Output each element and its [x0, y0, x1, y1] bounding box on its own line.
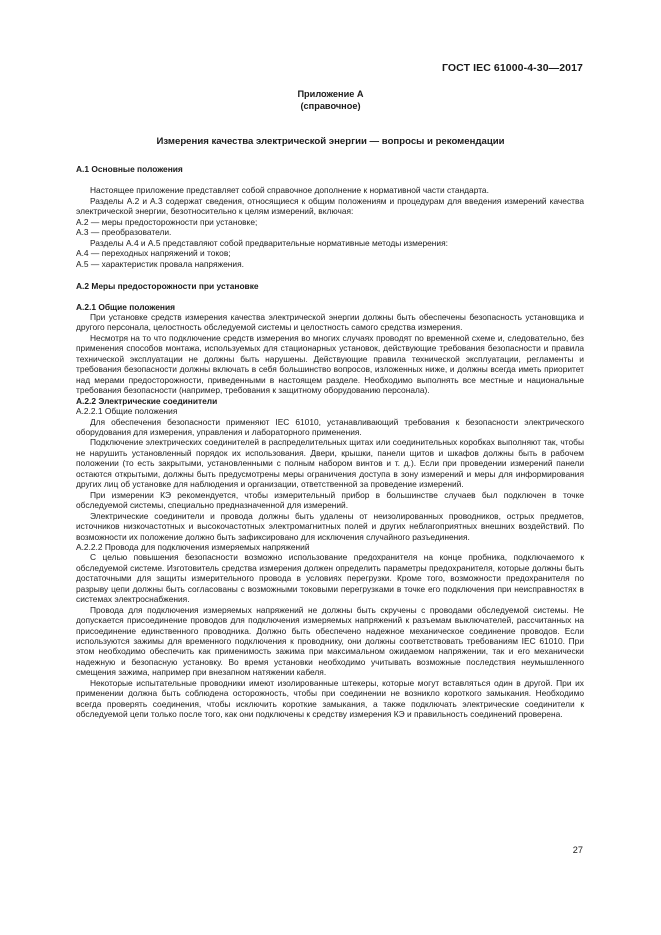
paragraph: Настоящее приложение представляет собой справочное дополнение к нормативной части стандарта.: [90, 185, 489, 196]
paragraph: Для обеспечения безопасности применяют IEC 61010, устанавливающий требования к безопасности электрического оборудования для измерения, управления и лабораторного применения.: [76, 416, 584, 437]
subsection-a21-heading: А.2.1 Общие положения: [76, 301, 175, 312]
paragraph: Электрические соединители и провода должны быть удалены от неизолированных проводников, острых предметов, источников низкочастотных и высокочастотных электромагнитных полей и других неблагоприятных внешних воздействий. По возможности их положение должно быть зафиксировано для исключения случайного разъединения.: [76, 510, 584, 542]
annex-type: (справочное): [300, 101, 361, 111]
annex-title: Приложение А: [297, 89, 364, 99]
list-item: А.2 — меры предосторожности при установке;: [76, 216, 258, 227]
list-item: А.3 — преобразователи.: [76, 227, 172, 238]
section-a1-heading: А.1 Основные положения: [76, 164, 183, 174]
annex-heading: [0, 88, 661, 112]
section-a2-heading: А.2 Меры предосторожности при установке: [76, 281, 259, 292]
subsection-a222-heading: А.2.2.2 Провода для подключения измеряемых напряжений: [76, 541, 310, 552]
document-body: [76, 164, 584, 720]
paragraph: При установке средств измерения качества электрической энергии должны быть обеспечены безопасность установщика и другого персонала, целостность обследуемой системы и целостность самого средства измерения.: [76, 311, 584, 333]
paragraph: Провода для подключения измеряемых напряжений не должны быть скручены с проводами обследуемой системы. Не допускается присоединение проводов для подключения измеряемых напряжений к разъемам выключателей, рассчитанных на присоединение единственного проводника. Должно быть обеспечено надежное механическое соединение проводов. Если используются зажимы для временного подключения к проводнику, они должны соответствовать требованиям IEC 61010. При этом необходимо обеспечить как применимость зажима при максимальном ожидаемом напряжении, так и его механически надежную и безопасную установку. Во время установки необходимо учитывать возможные последствия неумышленного смещения зажима, например при внезапном натяжении кабеля.: [76, 604, 584, 678]
document-title: Измерения качества электрической энергии — вопросы и рекомендации: [156, 136, 505, 147]
paragraph: Подключение электрических соединителей в распределительных щитах или соединительных коробках выполняют так, чтобы не нарушить установленный порядок их использования. Двери, крышки, панели щитов и шкафов должны быть в рабочем положении (то есть закрытыми, установленными с полным набором винтов и т. д.). Если при проведении измерений панели остаются открытыми, должны быть предусмотрены меры ограничения доступа в зону измерений и меры для информирования других лиц об установке для наблюдения и организации, ответственной за проведение измерений.: [76, 437, 584, 490]
paragraph: Несмотря на то что подключение средств измерения во многих случаях проводят по временной схеме и, следовательно, без применения способов монтажа, используемых для стационарных установок, действующие требования безопасности и правила технической эксплуатации не должны быть нарушены. Действующие правила технической эксплуатации, регламенты и требования безопасности должны включать в себя большинство вопросов, изложенных ниже, и должны всегда иметь приоритет над мерами предосторожности, приведенными в настоящем разделе. Необходимо выполнять все местные и национальные требования безопасности (например, требования к защитному оборудованию персонала).: [76, 332, 584, 396]
page-number: 27: [572, 845, 583, 855]
paragraph: Разделы А.2 и А.3 содержат сведения, относящиеся к общим положениям и процедурам для введения измерений качества электрической энергии, безотносительно к целям измерений, включая:: [76, 195, 584, 217]
list-item: А.5 — характеристик провала напряжения.: [76, 258, 244, 269]
paragraph: С целью повышения безопасности возможно использование предохранителя на конце пробника, подключаемого к обследуемой системе. Изготовитель средства измерения должен определить параметры предохранителя, которые должны быть достаточными для защиты измерительного провода в условиях перегрузки. Кроме того, возможности предохранителя по разрыву цепи должны быть согласованы с возможными токовыми перегрузками в точке его подключения при неисправностях в системах электроснабжения.: [76, 552, 584, 605]
list-item: А.4 — переходных напряжений и токов;: [76, 248, 231, 259]
paragraph: Разделы А.4 и А.5 представляют собой предварительные нормативные методы измерения:: [90, 237, 448, 248]
paragraph: При измерении КЭ рекомендуется, чтобы измерительный прибор в большинстве случаев был подключен в точке обследуемой системы, специально предназначенной для измерений.: [76, 489, 584, 511]
standard-designation: ГОСТ IEC 61000-4-30—2017: [441, 62, 583, 74]
subsection-a221-heading: А.2.2.1 Общие положения: [76, 406, 178, 417]
subsection-a22-heading: А.2.2 Электрические соединители: [76, 395, 218, 406]
paragraph: Некоторые испытательные проводники имеют изолированные штекеры, которые могут вставляться один в другой. При их применении должна быть соблюдена осторожность, чтобы при соединении не возникло короткого замыкания. Необходимо всегда проверять соединения, чтобы исключить короткие замыкания, а также подключать электрические соединители к обследуемой цепи только после того, как они подключены к средству измерения КЭ и правильность соединений проверена.: [76, 677, 584, 720]
